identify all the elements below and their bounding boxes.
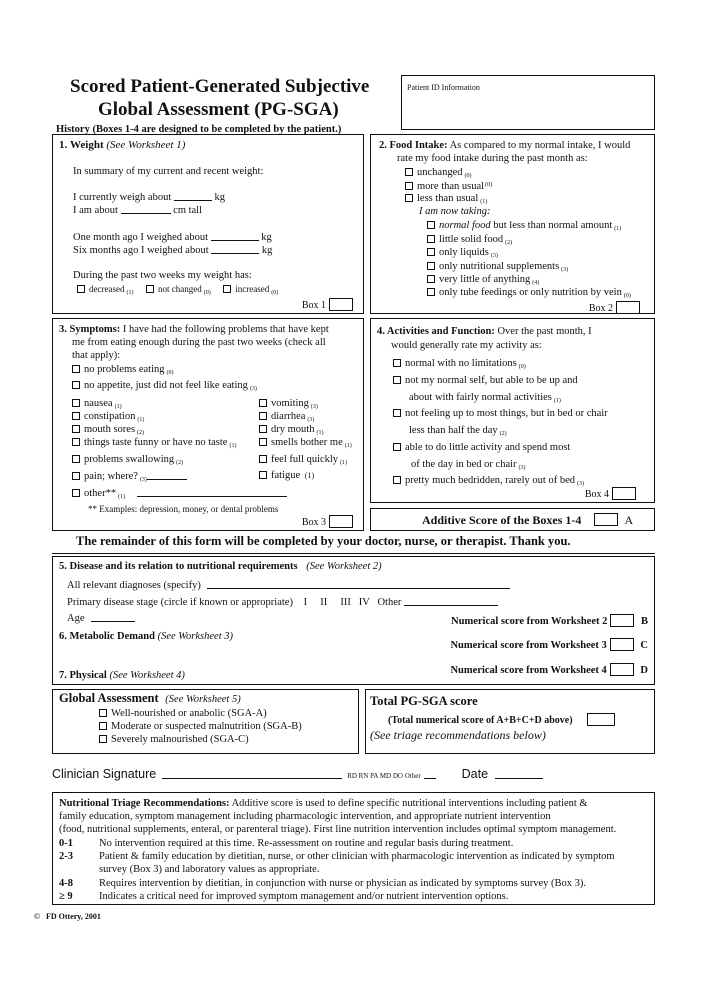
increased-checkbox[interactable] (223, 285, 231, 293)
section5-heading: 5. Disease and its relation to nutritional requirements (See Worksheet 2) (59, 561, 382, 572)
mouth-sores-checkbox[interactable] (72, 425, 80, 433)
triage-text-0: No intervention required at this time. Re-assessment on routine and regular basis during treatment. (99, 838, 514, 849)
little-solid-food-checkbox[interactable] (427, 235, 435, 243)
smells-checkbox[interactable] (259, 438, 267, 446)
symptom-constipation: constipation $_{(1)}$ (72, 410, 144, 427)
not-feeling-checkbox[interactable] (393, 409, 401, 417)
date-field[interactable] (495, 766, 543, 779)
activity-bedridden: pretty much bedridden, rarely out of bed $_{(3)}$ (393, 474, 584, 491)
box2-only-liquids: only liquids $_{(3)}$ (427, 246, 498, 263)
worksheet4-score-field[interactable] (610, 663, 634, 676)
sga-a-checkbox[interactable] (99, 709, 107, 717)
sga-c: Severely malnourished (SGA-C) (99, 733, 249, 746)
global-assessment-box (52, 689, 359, 754)
no-appetite-checkbox[interactable] (72, 381, 80, 389)
other-symptom-field[interactable] (137, 486, 287, 497)
box1-weight (52, 134, 364, 314)
total-score-field[interactable] (587, 713, 615, 726)
activity-not-normal-2: about with fairly normal activities $_{(1)}$ (409, 392, 561, 404)
stage-other-field[interactable] (404, 595, 498, 606)
six-month-weight-field[interactable] (211, 243, 259, 254)
box2-less: less than usual $_{(1)}$ (405, 192, 487, 209)
fatigue-checkbox[interactable] (259, 471, 267, 479)
divider (52, 553, 655, 554)
activity-little-2: of the day in bed or chair $_{(3)}$ (411, 459, 526, 471)
box1-summary: In summary of my current and recent weight: (73, 166, 264, 177)
box1-height: I am about cm tall (73, 205, 203, 216)
box3-score: Box 3 (302, 515, 353, 529)
normal-food-checkbox[interactable] (427, 221, 435, 229)
sga-b-checkbox[interactable] (99, 722, 107, 730)
triage-text-3: Indicates a critical need for improved symptom management and/or nutrient intervention options. (99, 891, 509, 902)
no-problems-checkbox[interactable] (72, 365, 80, 373)
stage-row: Primary disease stage (circle if known or appropriate) I II III IV Other (67, 595, 498, 609)
box3-symptoms (52, 318, 364, 531)
form-title-line2: Global Assessment (PG-SGA) (98, 99, 339, 120)
box1-current-weight: I currently weigh about kg (73, 192, 226, 203)
box2-unchanged: unchanged $_{(0)}$ (405, 166, 471, 183)
additive-score-box (370, 508, 655, 531)
symptom-fatigue: fatigue (1) (259, 469, 314, 482)
box1-score-field[interactable] (329, 298, 353, 311)
box3-intro3: that apply): (72, 350, 121, 361)
box3-examples: ** Examples: depression, money, or dental problems (88, 504, 279, 514)
worksheet2-score: Numerical score from Worksheet 2 B (451, 616, 648, 627)
taste-checkbox[interactable] (72, 438, 80, 446)
triage-text-1b: survey (Box 3) and laboratory values as appropriate. (99, 864, 320, 875)
box2-more: more than usual$^{(0)}$ (405, 179, 492, 193)
symptom-diarrhea: diarrhea $_{(3)}$ (259, 410, 314, 427)
global-heading: Global Assessment (See Worksheet 5) (59, 691, 241, 705)
box2-food-intake (370, 134, 655, 314)
triage-score-2: 4-8 (59, 878, 73, 889)
symptom-pain: pain; where? $_{(3)}$ (72, 469, 187, 487)
pain-location-field[interactable] (147, 469, 187, 480)
symptom-taste: things taste funny or have no taste $_{(1)}$ (72, 436, 236, 453)
box1-one-month: One month ago I weighed about kg (73, 232, 272, 243)
one-month-weight-field[interactable] (211, 230, 259, 241)
patient-id-box[interactable] (401, 75, 655, 130)
worksheet3-score-field[interactable] (610, 638, 634, 651)
box2-intro: rate my food intake during the past month as: (397, 153, 588, 164)
box2-heading: 2. Food Intake: As compared to my normal intake, I would (379, 140, 631, 151)
constipation-checkbox[interactable] (72, 412, 80, 420)
additive-score: Additive Score of the Boxes 1-4 A (422, 513, 634, 527)
triage-line1: Nutritional Triage Recommendations: Additive score is used to define specific nutritional interventions including patient & (59, 798, 588, 809)
box2-very-little: very little of anything $_{(4)}$ (427, 273, 539, 290)
triage-text-1: Patient & family education by dietitian, nurse, or other clinician with pharmacologic intervention as indicated by symptom (99, 851, 615, 862)
normal-activity-checkbox[interactable] (393, 359, 401, 367)
box3-heading: 3. Symptoms: I have had the following problems that have kept (59, 324, 329, 335)
other-role-field[interactable] (424, 766, 436, 779)
triage-score-0: 0-1 (59, 838, 73, 849)
sga-b: Moderate or suspected malnutrition (SGA-B) (99, 720, 302, 733)
section6-heading: 6. Metabolic Demand (See Worksheet 3) (59, 631, 233, 642)
diagnoses-field[interactable] (207, 578, 510, 589)
current-weight-field[interactable] (174, 190, 212, 201)
box4-heading: 4. Activities and Function: Over the past month, I (377, 326, 592, 337)
box2-supplements: only nutritional supplements $_{(3)}$ (427, 260, 568, 277)
total-score-box (365, 689, 655, 754)
additive-score-field[interactable] (594, 513, 618, 526)
very-little-checkbox[interactable] (427, 275, 435, 283)
box1-options: decreased $_{(1)}$ not changed $_{(0)}$ increased $_{(0)}$ (77, 283, 278, 300)
only-supplements-checkbox[interactable] (427, 262, 435, 270)
triage-box (52, 792, 655, 905)
age-field[interactable] (91, 611, 135, 622)
box1-score: Box 1 (302, 298, 353, 312)
box3-intro2: me from eating enough during the past two weeks (check all (72, 337, 326, 348)
activity-not-feeling-2: less than half the day $_{(2)}$ (409, 425, 507, 437)
box4-intro2: would generally rate my activity as: (391, 340, 542, 351)
not-changed-checkbox[interactable] (146, 285, 154, 293)
nausea-checkbox[interactable] (72, 399, 80, 407)
triage-score-3: ≥ 9 (59, 891, 73, 902)
symptom-swallowing: problems swallowing $_{(2)}$ (72, 453, 183, 470)
symptom-other: other** $_{(1)}$ (72, 486, 287, 504)
patient-id-label: Patient ID Information (407, 83, 480, 92)
symptom-no-problems: no problems eating $_{(0)}$ (72, 363, 173, 380)
box1-six-months: Six months ago I weighed about kg (73, 245, 273, 256)
swallowing-checkbox[interactable] (72, 455, 80, 463)
box4-activities (370, 318, 655, 503)
symptom-dry-mouth: dry mouth $_{(1)}$ (259, 423, 323, 440)
triage-ref: (See triage recommendations below) (370, 728, 546, 742)
box2-score: Box 2 (589, 301, 640, 315)
symptom-nausea: nausea $_{(1)}$ (72, 397, 122, 414)
signature-row: Clinician Signature RD RN PA MD DO Other Date (52, 766, 543, 784)
box1-number: 1. (59, 139, 68, 151)
box2-little-solid: little solid food $_{(2)}$ (427, 233, 512, 250)
box2-score-field[interactable] (616, 301, 640, 314)
total-sub: (Total numerical score of A+B+C+D above) (388, 713, 615, 727)
activity-not-feeling: not feeling up to most things, but in bed or chair (393, 407, 608, 420)
only-liquids-checkbox[interactable] (427, 248, 435, 256)
less-than-usual-checkbox[interactable] (405, 194, 413, 202)
symptom-mouth-sores: mouth sores $_{(2)}$ (72, 423, 144, 440)
diarrhea-checkbox[interactable] (259, 412, 267, 420)
not-normal-checkbox[interactable] (393, 376, 401, 384)
triage-line2: family education, symptom management including pharmacologic intervention, and appropriate nutrient intervention (59, 811, 551, 822)
symptom-smells: smells bother me $_{(1)}$ (259, 436, 352, 453)
box2-normal-food: normal food but less than normal amount $_{(1)}$ (427, 219, 621, 236)
triage-text-2: Requires intervention by dietitian, in conjunction with nurse or physician as indicated by symptoms survey (Box 3). (99, 878, 586, 889)
signature-field[interactable] (162, 766, 342, 779)
worksheet2-score-field[interactable] (610, 614, 634, 627)
symptom-full-quickly: feel full quickly $_{(1)}$ (259, 453, 347, 470)
more-than-usual-checkbox[interactable] (405, 182, 413, 190)
unchanged-checkbox[interactable] (405, 168, 413, 176)
tube-feeding-checkbox[interactable] (427, 288, 435, 296)
vomiting-checkbox[interactable] (259, 399, 267, 407)
little-activity-checkbox[interactable] (393, 443, 401, 451)
decreased-checkbox[interactable] (77, 285, 85, 293)
box2-now-taking: I am now taking: (419, 206, 491, 217)
symptom-vomiting: vomiting $_{(3)}$ (259, 397, 318, 414)
clinician-sections (52, 556, 655, 685)
remainder-note: The remainder of this form will be completed by your doctor, nurse, or therapist. Thank you. (76, 534, 571, 548)
activity-little: able to do little activity and spend most (393, 441, 570, 454)
pain-checkbox[interactable] (72, 472, 80, 480)
box1-two-weeks: During the past two weeks my weight has: (73, 270, 252, 281)
box3-score-field[interactable] (329, 515, 353, 528)
full-quickly-checkbox[interactable] (259, 455, 267, 463)
dry-mouth-checkbox[interactable] (259, 425, 267, 433)
box4-score: Box 4 (585, 487, 636, 501)
box4-score-field[interactable] (612, 487, 636, 500)
box1-title: Weight (70, 139, 104, 151)
box1-heading (59, 139, 185, 152)
triage-score-1: 2-3 (59, 851, 73, 862)
activity-not-normal: not my normal self, but able to be up and (393, 374, 578, 387)
height-field[interactable] (121, 203, 171, 214)
worksheet3-score: Numerical score from Worksheet 3 C (450, 640, 648, 651)
copyright: © FD Ottery, 2001 (34, 912, 101, 921)
sga-c-checkbox[interactable] (99, 735, 107, 743)
sga-a: Well-nourished or anabolic (SGA-A) (99, 707, 267, 720)
diagnoses-row: All relevant diagnoses (specify) (67, 578, 510, 592)
symptom-no-appetite: no appetite, just did not feel like eating $_{(3)}$ (72, 379, 257, 396)
box1-ref: (See Worksheet 1) (106, 139, 186, 151)
bedridden-checkbox[interactable] (393, 476, 401, 484)
form-title-line1: Scored Patient-Generated Subjective (70, 76, 370, 97)
total-heading: Total PG-SGA score (370, 694, 478, 708)
triage-line3: (food, nutritional supplements, enteral, or parenteral triage). First line nutrition intervention includes optimal symptom management. (59, 824, 617, 835)
section7-heading: 7. Physical (See Worksheet 4) (59, 670, 185, 681)
activity-normal: normal with no limitations $_{(0)}$ (393, 357, 526, 374)
age-row: Age (67, 611, 135, 625)
history-heading: History (Boxes 1-4 are designed to be completed by the patient.) (56, 124, 342, 135)
worksheet4-score: Numerical score from Worksheet 4 D (450, 665, 648, 676)
box2-tube: only tube feedings or only nutrition by vein $_{(0)}$ (427, 286, 631, 303)
other-checkbox[interactable] (72, 489, 80, 497)
